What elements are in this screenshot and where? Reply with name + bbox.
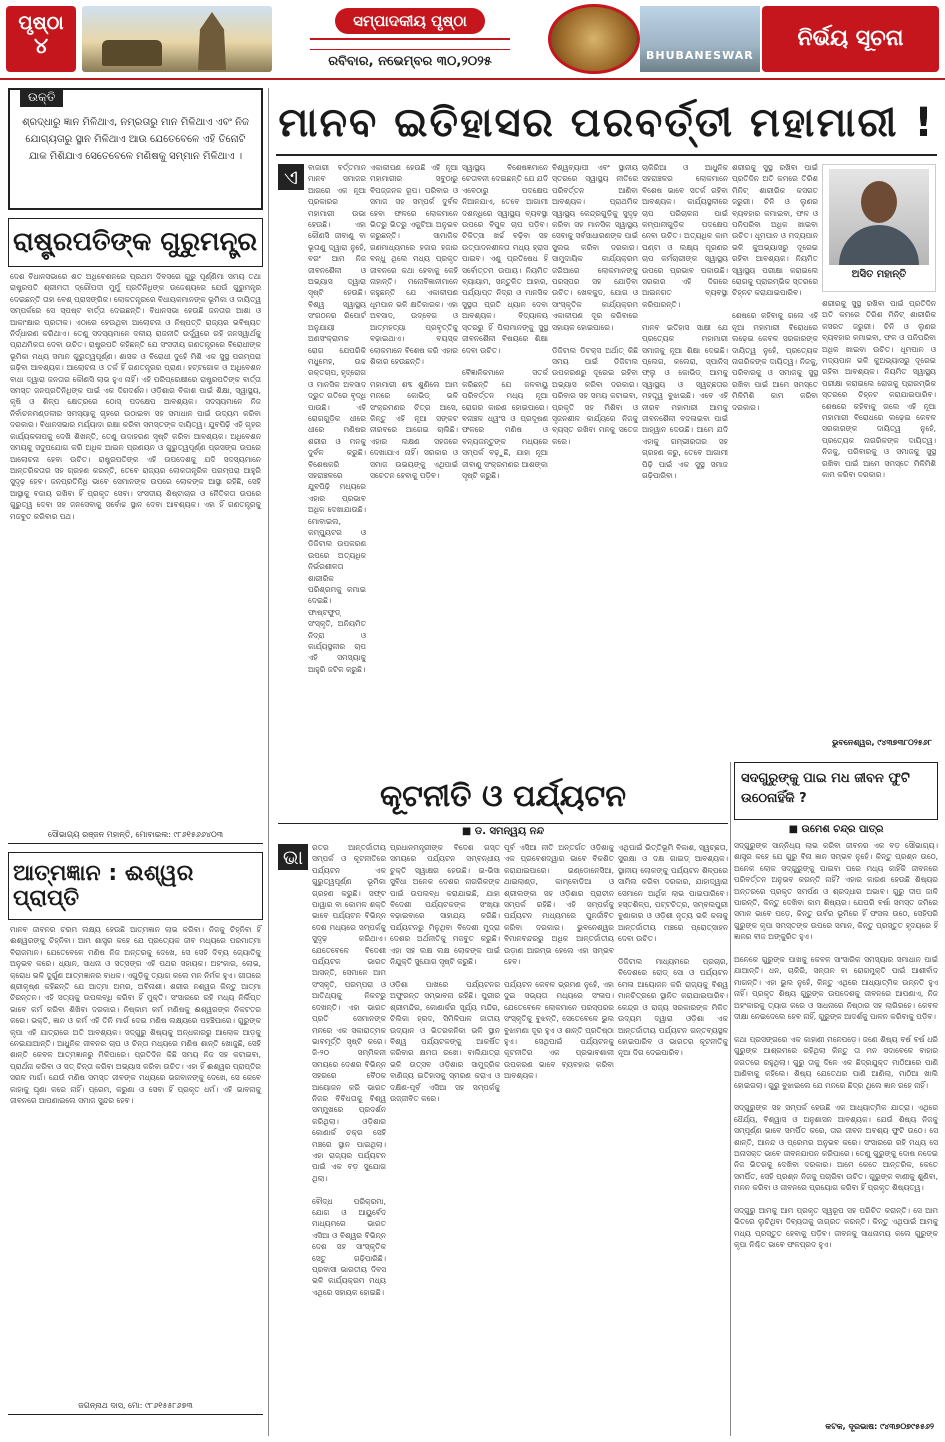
festival-banner-image: [82, 6, 272, 72]
lead-signature: ଭୁବନେଶ୍ୱର, ୯୪୩୭୩୮୦୨୫୬୮: [832, 738, 932, 747]
diplomacy-text-3: ପୂର୍ବ ଏସିଆ ନୀତି ଅନ୍ତର୍ଗତ ଓଡ଼ିଶାକୁ ଏକ ପ୍ରବେଶଦ୍ୱାର ଭାବେ ବିକଶିତ କରାଯାଇପାରେ। ଇଣ୍ଡୋନେସିଆ, ଥାଇଲାଣ୍ଡ, କାମ୍ବୋଡିଆ ଓ ଶ୍ରୀଲଙ୍କା ସହ ଓଡ଼ିଶାର ପ୍ରାଚୀନ ସମ୍ପର୍କ ରହିଛି। ଏହି ସମ୍ପର୍କକୁ ପର୍ଯ୍ୟଟନ ମାଧ୍ୟମରେ ପୁନର୍ଜୀବିତ କରିବା ଦରକାର। ଭୁବନେଶ୍ୱର ବିମାନବନ୍ଦରରୁ ଅଧିକ ଆନ୍ତର୍ଜାତୀୟ ଉଡ଼ାଣ ଆରମ୍ଭ ହେଲେ ଏହା ସମ୍ଭବ ହେବ। ପର୍ଯ୍ୟଟନ କେବଳ ଭ୍ରମଣ ନୁହେଁ, ଏହା ଦୁଇ ସଭ୍ୟତା ମଧ୍ୟରେ ସଂଳାପ। ଯେତେବେଳେ ଲୋକମାନେ ପରସ୍ପରର ସଂସ୍କୃତିକୁ ବୁଝନ୍ତି, ସେତେବେଳେ ଭୁଲ ବୁଝାମଣା ଦୂର ହୁଏ ଓ ଶାନ୍ତି ପ୍ରତିଷ୍ଠା ହୁଏ। ସେଥିପାଇଁ ପର୍ଯ୍ୟଟନକୁ କୂଟନୀତିର ଏକ ପ୍ରଭାବଶାଳୀ ଉପକରଣ ଭାବେ ବ୍ୟବହାର କରିବା ଆବଶ୍ୟକ।: [504, 843, 614, 1081]
food-platter-image: [548, 4, 640, 74]
section-header: [280, 4, 540, 74]
diplomacy-col-1: [278, 842, 386, 1436]
quote-text: ଶ୍ରଦ୍ଧାରୁ ଜ୍ଞାନ ମିଳିଥାଏ, ନମ୍ରତାରୁ ମାନ ମିଳିଥାଏ ଏବଂ ନିଜ ଯୋଗ୍ୟତାରୁ ସ୍ଥାନ ମିଳିଥାଏ ଆଉ ଯେତେବେଳେ ଏହି ତିନୋଟି ଯାକ ମିଶିଯାଏ ସେତେବେଳେ ମଣିଷକୁ ସମ୍ମାନ ମିଳିଥାଏ ।: [22, 117, 249, 162]
lead-col-5: [642, 162, 728, 767]
author-photo: [829, 169, 929, 265]
author-card: [822, 164, 936, 292]
ornament-divider: [310, 38, 510, 50]
lead-text-2: ଏକାକୀପଣ ହେଉଛି ଏହି ନୂଆ ମହାମାରୀର ସବୁଠାରୁ ବିପଜ୍ଜନକ ରୂପ। ପରିବାର ଓ ସମାଜ ସହ ସମ୍ପର୍କ ଦୁର୍ବଳ ହେବା ଫଳରେ ଲୋକମାନେ ଭିତରୁ ଭିତରୁ ଏକୁଟିଆ ଅନୁଭବ କରୁଛନ୍ତି। ସାମାଜିକ ଗଣମାଧ୍ୟମରେ ହଜାର ହଜାର ବନ୍ଧୁ ଥିଲେ ମଧ୍ୟ ପ୍ରକୃତ ଜୀବନରେ କଥା ହେବାକୁ କେହି ନାହାନ୍ତି। ମନୋବିଜ୍ଞାନୀମାନେ କହୁଛନ୍ତି ଯେ ଏକାକୀପଣ ଧୂମପାନ ଭଳି କ୍ଷତିକାରକ। ଏହା ଅବସାଦ, ଉଦ୍‌ବେଗ ଓ ଆତ୍ମହତ୍ୟା ପ୍ରବୃତ୍ତିକୁ ବଢ଼ାଇଥାଏ। ବୟସ୍କ ଲୋକମାନେ ବିଶେଷ କରି ଏହାର ଶିକାର ହେଉଛନ୍ତି। ମହାମାରୀ ଶବ୍ଦ ଶୁଣିଲେ ଆମ ମନରେ କୋଭିଡ୍ ଭଳି ସଂକ୍ରମଣର ଚିତ୍ର ଆସେ, କିନ୍ତୁ ଏହି ନୂଆ ସଙ୍କଟ ନୀରବରେ ଆଗେଇ ଚାଲିଛି। ଏହାର ଲକ୍ଷଣ ସହଜରେ ଦେଖାଯାଏ ନାହିଁ। ସରକାର ଓ ସମାଜ ଉଭୟଙ୍କୁ ଏଥିପାଇଁ ସଚେତନ ହେବାକୁ ପଡ଼ିବ।: [370, 163, 458, 480]
city-skyline-image: [640, 6, 760, 72]
author-head-shape: [861, 181, 897, 223]
editorial-body: ଦେଶ ବିଧାନସଭାରେ ଶତ ଅଧିବେଶନରେ ପ୍ରଥମ ଦିବସରେ ଗୁରୁ ପୂର୍ଣ୍ଣିମା ସମୟ ତଥା ରାଷ୍ଟ୍ରପତି ଶ୍ରୀମତୀ ଦ୍ରୌପଦୀ ମୁର୍ମୁ ପ୍ରତିନିଧିଙ୍କ ଉଦ୍ଦେଶ୍ୟରେ ଯେଉଁ ଗୁରୁମନ୍ତ୍ର ଦେଇଛନ୍ତି ତାହା ବେଶ୍ ପ୍ରାସଙ୍ଗିକ। ଲୋକତନ୍ତ୍ରରେ ବିଧାୟକମାନଙ୍କ ଭୂମିକା ଓ ଦାୟିତ୍ୱ ସମ୍ପର୍କରେ ସେ ସ୍ପଷ୍ଟ ବାର୍ତ୍ତା ଦେଇଛନ୍ତି। ବିଧାନସଭା ହେଉଛି ଜନତାର ଆଶା ଓ ଆକାଂକ୍ଷାର ପ୍ରତୀକ। ଏଠାରେ ହେଉଥିବା ଆଲୋଚନା ଓ ନିଷ୍ପତ୍ତି ରାଜ୍ୟର ଭବିଷ୍ୟତ ନିର୍ଦ୍ଧାରଣ କରିଥାଏ। ତେଣୁ ସଦସ୍ୟମାନେ ଦଳୀୟ ରାଜନୀତି ଉର୍ଦ୍ଧ୍ୱରେ ରହି ଜନସ୍ୱାର୍ଥକୁ ପ୍ରାଥମିକତା ଦେବା ଉଚିତ। ରାଷ୍ଟ୍ରପତି କହିଛନ୍ତି ଯେ ସଂସଦୀୟ ଗଣତନ୍ତ୍ରରେ ବିରୋଧୀଙ୍କ ଭୂମିକା ମଧ୍ୟ ସମାନ ଗୁରୁତ୍ୱପୂର୍ଣ୍ଣ। ଶାସକ ଓ ବିରୋଧୀ ଦୁହେଁ ମିଶି ଏକ ସୁସ୍ଥ ପରମ୍ପରା ଗଢ଼ିବା ଆବଶ୍ୟକ। ଆଲୋଚନା ଓ ତର୍କ ହିଁ ଗଣତନ୍ତ୍ରର ପ୍ରାଣ। ହଟ୍ଟଗୋଳ ଓ ଅଧିବେଶନ ବାଧା ଦ୍ୱାରା ଜନତାର କୌଣସି ଲାଭ ହୁଏ ନାହିଁ। ଏହି ପରିପ୍ରେକ୍ଷୀରେ ରାଷ୍ଟ୍ରପତିଙ୍କ ବାର୍ତ୍ତା ସମସ୍ତ ଜନପ୍ରତିନିଧିଙ୍କ ପାଇଁ ଏକ ଦିଗଦର୍ଶନ। ଓଡ଼ିଶାର ବିକାଶ ପାଇଁ ଶିକ୍ଷା, ସ୍ୱାସ୍ଥ୍ୟ, କୃଷି ଓ ଶିଳ୍ପ କ୍ଷେତ୍ରରେ ଠୋସ୍ ପଦକ୍ଷେପ ଆବଶ୍ୟକ। ସଦସ୍ୟମାନେ ନିଜ ନିର୍ବାଚନମଣ୍ଡଳୀର ସମସ୍ୟାକୁ ଗୃହରେ ଉଠାଇବା ସହ ସମାଧାନ ପାଇଁ ଉଦ୍ୟମ କରିବା ଦରକାର। ବିଧାନସଭାର ମର୍ଯ୍ୟାଦା ରକ୍ଷା କରିବା ସମସ୍ତଙ୍କ ଦାୟିତ୍ୱ। ଯୁବପିଢ଼ି ଏହି ଗୃହର କାର୍ଯ୍ୟକଳାପକୁ ଦେଖି ଶିଖନ୍ତି, ତେଣୁ ଉଦାହରଣ ସୃଷ୍ଟି କରିବା ଆବଶ୍ୟକ। ଅଧିବେଶନ ସମୟକୁ ସଦୁପଯୋଗ କରି ଅଧିକ ଆଇନ ପ୍ରଣୟନ ଓ ଗୁରୁତ୍ୱପୂର୍ଣ୍ଣ ପ୍ରସଙ୍ଗ ଉପରେ ଆଲୋଚନା ହେବା ଉଚିତ। ରାଷ୍ଟ୍ରପତିଙ୍କ ଏହି ଉପଦେଶକୁ ଯଦି ସଦସ୍ୟମାନେ ଆନ୍ତରିକତାର ସହ ଗ୍ରହଣ କରନ୍ତି, ତେବେ ରାଜ୍ୟର ଲୋକତାନ୍ତ୍ରିକ ପରମ୍ପରା ଆହୁରି ସୁଦୃଢ଼ ହେବ। ଜନପ୍ରତିନିଧି ଭାବେ ସେମାନଙ୍କ ଉପରେ ଲୋକଙ୍କ ଆସ୍ଥା ରହିଛି, ସେହି ଆସ୍ଥାକୁ ବଜାୟ ରଖିବା ହିଁ ପ୍ରକୃତ ସେବା। ସଂସଦୀୟ ଶିଷ୍ଟାଚାର ଓ ନୈତିକତା ଉପରେ ଗୁରୁତ୍ୱ ଦେବା ସହ ଜନସେବାକୁ ସର୍ବୋଚ୍ଚ ସ୍ଥାନ ଦେବା ଆବଶ୍ୟକ। ଏହା ହିଁ ଗଣତନ୍ତ୍ରକୁ ମଜବୁତ କରିବାର ପଥ।: [10, 272, 261, 521]
diplomacy-headline: କୂଟନୀତି ଓ ପର୍ଯ୍ୟଟନ: [278, 770, 728, 824]
lead-col-4: [552, 162, 638, 767]
diplomacy-col-2: [390, 842, 500, 1436]
spiritual-title: ଆତ୍ମଜ୍ଞାନ : ଈଶ୍ୱର ପ୍ରାପ୍ତି: [8, 852, 263, 920]
guru-col: [734, 840, 938, 1420]
author-name: ଅସିତ ମହାନ୍ତି: [851, 269, 907, 280]
guru-footer: କଟକ, ଦୂରଭାଷ: ୯୪୩୭୦୭୯୫୫୬୨: [825, 1422, 934, 1431]
lead-text-3: ସ୍ୱାସ୍ଥ୍ୟ ବିଶେଷଜ୍ଞମାନେ ଚେତାବନୀ ଦେଇଛନ୍ତି ଯେ ଯଦି ଏବେଠାରୁ ପଦକ୍ଷେପ ନିଆନଯାଏ, ତେବେ ଆଗାମୀ ଦଶନ୍ଧିରେ ସ୍ୱାସ୍ଥ୍ୟ ବ୍ୟବସ୍ଥା ଉପରେ ବିପୁଳ ଚାପ ପଡ଼ିବ। ଚିକିତ୍ସା ଖର୍ଚ୍ଚ ବଢ଼ିବା ସହ ଉତ୍ପାଦନଶୀଳତା ମଧ୍ୟ ହ୍ରାସ ପାଇବ। ଏଣୁ ପ୍ରତିଷେଧ ହିଁ ସର୍ବୋତ୍ତମ ଉପାୟ। ନିୟମିତ ବ୍ୟାୟାମ, ସନ୍ତୁଳିତ ଆହାର, ପର୍ଯ୍ୟାପ୍ତ ନିଦ୍ରା ଓ ମାନସିକ ସୁସ୍ଥତା ପ୍ରତି ଧ୍ୟାନ ଦେବା ଆବଶ୍ୟକ। ବିଦ୍ୟାଳୟ ସ୍ତରରୁ ହିଁ ପିଲାମାନଙ୍କୁ ସୁସ୍ଥ ଜୀବନଶୈଳୀ ବିଷୟରେ ଶିକ୍ଷା ଦେବା ଉଚିତ। ବୈଜ୍ଞାନିକମାନେ ସତର୍କ କରିଛନ୍ତି ଯେ ଜଳବାୟୁ ପରିବର୍ତ୍ତନ ମଧ୍ୟ ନୂଆ ରୋଗର କାରଣ ହୋଇପାରେ। ବନାଞ୍ଚଳ ଧ୍ୱଂସ ଓ ପ୍ରଦୂଷଣ ଫଳରେ ମଣିଷ ଓ ବନ୍ୟଜନ୍ତୁଙ୍କ ମଧ୍ୟରେ ସମ୍ପର୍କ ବଢ଼ୁଛି, ଯାହା ନୂଆ ଜୀବାଣୁ ସଂକ୍ରମଣର ଆଶଙ୍କା ସୃଷ୍ଟି କରୁଛି।: [462, 163, 548, 480]
spiritual-body: ମାନବ ଜୀବନର ଚରମ ଲକ୍ଷ୍ୟ ହେଉଛି ଆତ୍ମଜ୍ଞାନ ଲାଭ କରିବା। ନିଜକୁ ଚିହ୍ନିବା ହିଁ ଈଶ୍ୱରଙ୍କୁ ଚିହ୍ନିବା। ଆମ ଶାସ୍ତ୍ର କହେ ଯେ ପ୍ରତ୍ୟେକ ଜୀବ ମଧ୍ୟରେ ପରମାତ୍ମା ବିରାଜମାନ। ଯେତେବେଳେ ମଣିଷ ନିଜ ଅନ୍ତରକୁ ଦେଖେ, ସେ ସେହି ଦିବ୍ୟ ଜ୍ୟୋତିକୁ ଅନୁଭବ କରେ। ଧ୍ୟାନ, ସାଧନା ଓ ସତ୍ସଙ୍ଗ ଏହି ପଥର ସହାୟକ। ଅହଂକାର, ଲୋଭ, କ୍ରୋଧ ଭଳି ଦୁର୍ଗୁଣ ଆତ୍ମଜ୍ଞାନର ବାଧକ। ଏଗୁଡ଼ିକୁ ତ୍ୟାଗ କଲେ ମନ ନିର୍ମଳ ହୁଏ। ଗୀତାରେ ଶ୍ରୀକୃଷ୍ଣ କହିଛନ୍ତି ଯେ ଆତ୍ମା ଅମର, ଅବିନାଶୀ। ଶରୀର ନଶ୍ୱର କିନ୍ତୁ ଆତ୍ମା ଚିରନ୍ତନ। ଏହି ସତ୍ୟକୁ ଉପଲବ୍ଧି କରିବା ହିଁ ମୁକ୍ତି। ସଂସାରରେ ରହି ମଧ୍ୟ ନିର୍ଲିପ୍ତ ଭାବେ କର୍ମ କରିବା ଶିଖିବା ଦରକାର। ନିଷ୍କାମ କର୍ମ ମଣିଷକୁ ଈଶ୍ୱରଙ୍କ ନିକଟତର କରେ। ଭକ୍ତି, ଜ୍ଞାନ ଓ କର୍ମ ଏହି ତିନି ମାର୍ଗ ଦେଇ ମଣିଷ ଲକ୍ଷ୍ୟରେ ପହଞ୍ଚିପାରେ। ଗୁରୁଙ୍କ କୃପା ଏହି ଯାତ୍ରାରେ ଅତି ଆବଶ୍ୟକ। ସଦ୍ଗୁରୁ ଶିଷ୍ୟକୁ ଅନ୍ଧକାରରୁ ଆଲୋକ ଆଡ଼କୁ ନେଇଯାଆନ୍ତି। ଆଧୁନିକ ଜୀବନର ଚାପ ଓ ଚିନ୍ତା ମଧ୍ୟରେ ମଣିଷ ଶାନ୍ତି ଖୋଜୁଛି, ସେହି ଶାନ୍ତି କେବଳ ଆତ୍ମଜ୍ଞାନରୁ ମିଳିପାରେ। ପ୍ରତିଦିନ କିଛି ସମୟ ନିଜ ସହ କଟାଇବା, ପ୍ରାର୍ଥନା କରିବା ଓ ସତ୍ ଚିନ୍ତା କରିବା ଅଭ୍ୟାସ କରିବା ଉଚିତ। ଏହା ହିଁ ଈଶ୍ୱର ପ୍ରାପ୍ତିର ସରଳ ମାର୍ଗ। ଯେଉଁ ମଣିଷ ସମସ୍ତ ଜୀବଙ୍କ ମଧ୍ୟରେ ଭଗବାନଙ୍କୁ ଦେଖେ, ସେ କେବେ କାହାକୁ ଘୃଣା କରେ ନାହିଁ। ପ୍ରେମ, କରୁଣା ଓ ସେବା ହିଁ ପ୍ରକୃତ ଧର୍ମ। ଏହି ଭାବନାକୁ ଜୀବନରେ ଆପଣାଇଲେ ସମାଜ ସୁନ୍ଦର ହେବ।: [10, 925, 261, 1106]
masthead: [0, 0, 945, 80]
lead-col-3: [462, 162, 548, 767]
spiritual-footer: ଜଗନ୍ନାଥ ଦାସ, ମୋ: ୯୮୬୧୫୫୮୬୭୩: [8, 1398, 263, 1415]
lead-text-6: ଶରୀରକୁ ସୁସ୍ଥ ରଖିବା ପାଇଁ ପ୍ରତିଦିନ ଅତି କମରେ ତିରିଶ ମିନିଟ୍ ଶାରୀରିକ କସରତ ଜରୁରୀ। ଚିନି ଓ ଲୁଣର ବ୍ୟବହାର କମାଇବା, ଫଳ ଓ ପନିପରିବା ଅଧିକ ଖାଇବା ଉଚିତ। ଧୂମପାନ ଓ ମଦ୍ୟପାନ ଭଳି କୁଅଭ୍ୟାସରୁ ଦୂରେଇ ରହିବା ଆବଶ୍ୟକ। ନିୟମିତ ସ୍ୱାସ୍ଥ୍ୟ ପରୀକ୍ଷା କରାଇଲେ ରୋଗକୁ ପ୍ରାରମ୍ଭିକ ସ୍ତରରେ ଚିହ୍ନଟ କରାଯାଇପାରିବ। ଶେଷରେ କହିବାକୁ ଗଲେ ଏହି ନୂଆ ମହାମାରୀ ବିରୋଧରେ ଲଢ଼େଇ କେବଳ ସରକାରଙ୍କ ଦାୟିତ୍ୱ ନୁହେଁ, ପ୍ରତ୍ୟେକ ନାଗରିକଙ୍କ ଦାୟିତ୍ୱ। ନିଜକୁ, ପରିବାରକୁ ଓ ସମାଜକୁ ସୁସ୍ଥ ରଖିବା ପାଇଁ ଆମେ ସମସ୍ତେ ମିଳିମିଶି କାମ କରିବା ଦରକାର।: [732, 163, 818, 412]
lead-text-4: ବିଶ୍ୱବ୍ୟାପୀ ଏବଂ ସ୍ଥାନୀୟ ସ୍ତରରେ ସ୍ୱାସ୍ଥ୍ୟ ନୀତିରେ ପରିବର୍ତ୍ତନ ଆଣିବା ଆବଶ୍ୟକ। ପ୍ରାଥମିକ ସ୍ୱାସ୍ଥ୍ୟ କେନ୍ଦ୍ରଗୁଡ଼ିକୁ ସୁଦୃଢ଼ କରିବା ସହ ମାନସିକ ସ୍ୱାସ୍ଥ୍ୟ ସେବାକୁ ସର୍ବସାଧାରଣଙ୍କ ପାଇଁ ସୁଲଭ କରିବା ଦରକାର। ସାମୁଦାୟିକ କାର୍ଯ୍ୟକ୍ରମ ଜରିଆରେ ଲୋକମାନଙ୍କୁ ପରସ୍ପର ସହ ଯୋଡ଼ିବା ଉଚିତ। ଖେଳକୁଦ, ଯୋଗ ଓ ସାଂସ୍କୃତିକ କାର୍ଯ୍ୟକ୍ରମ ଏକାକୀପଣ ଦୂର କରିବାରେ ସହାୟକ ହୋଇପାରେ। ଡିଜିଟାଲ ଡିଟକ୍ସ ଅର୍ଥାତ୍ କିଛି ସମୟ ପାଇଁ ଡିଜିଟାଲ ଉପକରଣରୁ ଦୂରେଇ ରହିବା ଅଭ୍ୟାସ କରିବା ଦରକାର। ପରିବାର ସହ ସମୟ କଟାଇବା, ପ୍ରକୃତି ସହ ମିଶିବା ଓ ସୃଜନଶୀଳ କାର୍ଯ୍ୟରେ ନିଜକୁ ବ୍ୟସ୍ତ ରଖିବା ମନକୁ ସତେଜ କରେ।: [552, 163, 638, 446]
article-divider: [730, 762, 731, 1436]
page-number: ୪: [33, 34, 49, 59]
lead-col-1: [278, 162, 366, 767]
lead-col-6: [732, 162, 818, 767]
left-column: [8, 88, 263, 1415]
page-label: ପୃଷ୍ଠା: [18, 12, 64, 34]
diplomacy-col-3: [504, 842, 614, 1436]
editorial-footer: ସୌଭାଗ୍ୟ ରଞ୍ଜନ ମହାନ୍ତି, ମୋବାଇଲ: ୯୮୬୧୫୬୬୪୦୩: [8, 827, 263, 844]
diplomacy-dropcap: ଭା: [278, 844, 308, 870]
column-divider: [268, 88, 269, 1436]
city-caption: BHUBANESWAR: [646, 49, 754, 62]
diplomacy-text-4: ଏଥିପାଇଁ ଭିତ୍ତିଭୂମି ବିକାଶ, ସ୍ୱଚ୍ଛତା, ସୁରକ୍ଷା ଓ ଦକ୍ଷ ଗାଇଡ୍ ଆବଶ୍ୟକ। ସ୍ଥାନୀୟ ଲୋକଙ୍କୁ ପର୍ଯ୍ୟଟନ ଶିଳ୍ପରେ ସାମିଲ କରିବା ଦରକାର, ଯାହାଦ୍ୱାରା ସେମାନେ ଆର୍ଥିକ ଲାଭ ପାଇପାରିବେ। ହସ୍ତଶିଳ୍ପ, ପଟ୍ଟଚିତ୍ର, ସମ୍ବଲପୁରୀ ବୁଣାକାର ଓ ଓଡ଼ିଶୀ ନୃତ୍ୟ ଭଳି କଳାକୁ ଆନ୍ତର୍ଜାତୀୟ ମଞ୍ଚରେ ପ୍ରୋତ୍ସାହନ ଦେବା ଉଚିତ। ଡିଜିଟାଲ ମାଧ୍ୟମରେ ପ୍ରଚାର, ବିଦେଶରେ ରୋଡ୍ ସୋ ଓ ପର୍ଯ୍ୟଟନ ମେଳା ଆୟୋଜନ କରି ରାଜ୍ୟକୁ ବିଶ୍ୱ ମାନଚିତ୍ରରେ ସ୍ଥାନିତ କରାଯାଇପାରିବ। କେନ୍ଦ୍ର ଓ ରାଜ୍ୟ ସରକାରଙ୍କ ମିଳିତ ଉଦ୍ୟମ ଦ୍ୱାରା ଓଡ଼ିଶା ଏକ ଆନ୍ତର୍ଜାତୀୟ ପର୍ଯ୍ୟଟନ ଗନ୍ତବ୍ୟସ୍ଥଳ ହୋଇପାରିବ ଓ ଭାରତର କୂଟନୀତିକୁ ନୂଆ ଦିଗ ଦେଇପାରିବ।: [618, 843, 728, 1058]
page-number-box: [6, 6, 76, 72]
lead-col-2: [370, 162, 458, 767]
issue-date: ରବିବାର, ନଭେମ୍ବର ୩୦,୨୦୨୫: [328, 54, 492, 69]
diplomacy-col-4: [618, 842, 728, 1436]
guru-headline: ସଦଗୁରୁଙ୍କୁ ପାଇ ମଧ ଜୀବନ ଫୁଟି ଉଠେନାହିଁକି ?: [734, 762, 938, 820]
lead-text-5: ଚାକିରିଆ ଓ ଆଧୁନିକ ସହରାଞ୍ଚଳର ଲୋକମାନେ ବିଶେଷ ଭାବେ ସତର୍କ ରହିବା ଆବଶ୍ୟକ। କାର୍ଯ୍ୟସ୍ଥଳୀରେ ଚାପ ପରିଚାଳନା ପାଇଁ କମ୍ପାନୀଗୁଡ଼ିକ ପଦକ୍ଷେପ ନେବା ଉଚିତ। ଅତ୍ୟଧିକ କାମ ଘଣ୍ଟା ଓ ଲକ୍ଷ୍ୟ ପୂରଣର ଚାପ କର୍ମଚାରୀଙ୍କ ସ୍ୱାସ୍ଥ୍ୟ ଉପରେ ପ୍ରଭାବ ପକାଉଛି। ସରକାର ଏହି ଦିଗରେ ଆଇନଗତ ବ୍ୟବସ୍ଥା କରିପାରନ୍ତି। ମାନବ ଇତିହାସ ସାକ୍ଷୀ ଯେ ପ୍ରତ୍ୟେକ ମହାମାରୀ ସମାଜକୁ ନୂଆ ଶିକ୍ଷା ଦେଇଛି। ପ୍ଲେଗ, କଲେରା, ସ୍ପାନିସ୍ ଫ୍ଲୁ ଓ କୋଭିଡ୍ ଆମକୁ ସ୍ୱାସ୍ଥ୍ୟ ଓ ସ୍ୱଚ୍ଛତାର ମହତ୍ତ୍ୱ ବୁଝାଇଛି। ଏବେ ଏହି ନୀରବ ମହାମାରୀ ଆମକୁ ଜୀବନଶୈଳୀ ବଦଳାଇବା ପାଇଁ ଆହ୍ୱାନ ଦେଉଛି। ଆମେ ଯଦି ଏହାକୁ ଗମ୍ଭୀରତାର ସହ ଗ୍ରହଣ କରୁ, ତେବେ ଆଗାମୀ ପିଢ଼ି ପାଇଁ ଏକ ସୁସ୍ଥ ସମାଜ ଗଢ଼ିପାରିବା।: [642, 163, 728, 480]
newspaper-name: ନିର୍ଭୟ ସୂଚନା: [762, 6, 939, 72]
section-name: ସମ୍ପାଦକୀୟ ପୃଷ୍ଠା: [335, 8, 485, 34]
lead-headline: ମାନବ ଇତିହାସର ପରବର୍ତ୍ତୀ ମହାମାରୀ !: [276, 90, 937, 156]
lead-text-1: ବାଜାରୀ ବର୍ତ୍ତମାନ ମାନବ ସମାଜର ଆଗରେ ଏକ ନୂଆ ପ୍ରକାରର ମହାମାରୀ ଉଭା ହେଉଛି। ଏହା କୌଣସି ଜୀବାଣୁ ବା ଭୂତାଣୁ ଦ୍ୱାରା ନୁହେଁ, ବରଂ ଆମ ନିଜ ଜୀବନଶୈଳୀ ଓ ଅଭ୍ୟାସ ଦ୍ୱାରା ସୃଷ୍ଟି ହେଉଛି। ବିଶ୍ୱ ସ୍ୱାସ୍ଥ୍ୟ ସଂଗଠନର ରିପୋର୍ଟ ଅନୁଯାୟୀ ଅଣସଂକ୍ରାମକ ରୋଗ ଯେପରିକି ମଧୁମେହ, ଉଚ୍ଚ ରକ୍ତଚାପ, ହୃଦ୍‌ରୋଗ ଓ ମାନସିକ ଅବସାଦ ଦ୍ରୁତ ଗତିରେ ବୃଦ୍ଧି ପାଉଛି। ଏହି ରୋଗଗୁଡ଼ିକ ଧୀରେ ଧୀରେ ମଣିଷର ଶରୀର ଓ ମନକୁ ଦୁର୍ବଳ କରୁଛି। ବିଶେଷକରି ସହରାଞ୍ଚଳରେ ଯୁବପିଢ଼ି ମଧ୍ୟରେ ଏହାର ପ୍ରଭାବ ଅଧିକ ଦେଖାଯାଉଛି। ମୋବାଇଲ, କମ୍ପ୍ୟୁଟର ଓ ଡିଜିଟାଲ ଉପକରଣ ଉପରେ ଅତ୍ୟଧିକ ନିର୍ଭରଶୀଳତା ଶାରୀରିକ ପରିଶ୍ରମକୁ କମାଇ ଦେଇଛି। ଫାଷ୍ଟଫୁଡ୍ ସଂସ୍କୃତି, ଅନିୟମିତ ନିଦ୍ରା ଓ କାର୍ଯ୍ୟସ୍ଥଳୀର ଚାପ ଏହି ସମସ୍ୟାକୁ ଆହୁରି ଜଟିଳ କରୁଛି।: [308, 163, 366, 674]
diplomacy-text-1: ରତର ଆନ୍ତର୍ଜାତୀୟ ସମ୍ପର୍କ ଓ କୂଟନୀତିରେ ପର୍ଯ୍ୟଟନ ଏକ ଗୁରୁତ୍ୱପୂର୍ଣ୍ଣ ଭୂମିକା ଗ୍ରହଣ କରୁଛି। ସଫ୍ଟ ପାୱାର ବା କୋମଳ ଶକ୍ତି ଭାବେ ପର୍ଯ୍ୟଟନ ବିଭିନ୍ନ ଦେଶ ମଧ୍ୟରେ ସମ୍ପର୍କକୁ ସୁଦୃଢ଼ କରିଥାଏ। ଯେତେବେଳେ ବିଦେଶୀ ପର୍ଯ୍ୟଟକ ଭାରତ ଆସନ୍ତି, ସେମାନେ ଆମ ସଂସ୍କୃତି, ପରମ୍ପରା ଓ ଆତିଥ୍ୟକୁ ନିକଟରୁ ଦେଖନ୍ତି। ଏହା ଭାରତ ପ୍ରତି ସେମାନଙ୍କ ମନରେ ଏକ ସକାରାତ୍ମକ ଭାବମୂର୍ତ୍ତି ସୃଷ୍ଟି କରେ। ଜି-୨୦ ସମ୍ମିଳନୀ ସମୟରେ ଦେଶର ବିଭିନ୍ନ ସହରରେ ବୈଠକ ଆୟୋଜନ କରି ଭାରତ ନିଜର ବିବିଧତାକୁ ବିଶ୍ୱ ସମ୍ମୁଖରେ ପ୍ରଦର୍ଶନ କରିଥିଲା। ଓଡ଼ିଶାର କୋଣାର୍କ ଚକ୍ର ସେହି ମଞ୍ଚରେ ସ୍ଥାନ ପାଇଥିଲା। ଏହା ରାଜ୍ୟର ପର୍ଯ୍ୟଟନ ପାଇଁ ଏକ ବଡ଼ ସୁଯୋଗ ଥିଲା। ବୌଦ୍ଧ ପରିକ୍ରମା, ଯୋଗ ଓ ଆୟୁର୍ବେଦ ମାଧ୍ୟମରେ ଭାରତ ଏସିଆ ଓ ବିଶ୍ୱର ବିଭିନ୍ନ ଦେଶ ସହ ସାଂସ୍କୃତିକ ସେତୁ ଗଢ଼ିପାରିଛି। ପ୍ରବାସୀ ଭାରତୀୟ ଦିବସ ଭଳି କାର୍ଯ୍ୟକ୍ରମ ମଧ୍ୟ ଏଥିରେ ସହାୟକ ହୋଇଛି।: [312, 843, 386, 1297]
temple-shape: [192, 12, 232, 70]
diplomacy-text-2: ପ୍ରଧାନମନ୍ତ୍ରୀଙ୍କ ବିଦେଶ ଗସ୍ତ ସମୟରେ ପର୍ଯ୍ୟଟନ ସମ୍ବନ୍ଧୀୟ ଚୁକ୍ତି ସ୍ୱାକ୍ଷର ହେଉଛି। ଇ-ଭିସା ସୁବିଧା ଅନେକ ଦେଶର ନାଗରିକଙ୍କ ପାଇଁ ଉପଲବ୍ଧ କରାଯାଇଛି, ଯାହା ବିଦେଶୀ ପର୍ଯ୍ୟଟକଙ୍କ ସଂଖ୍ୟା ବଢ଼ାଇବାରେ ସାହାଯ୍ୟ କରିଛି। ପର୍ଯ୍ୟଟନରୁ ମିଳୁଥିବା ବିଦେଶୀ ମୁଦ୍ରା ଦେଶର ଅର୍ଥନୀତିକୁ ମଜବୁତ କରୁଛି। ଏହା ସହ ଲକ୍ଷ ଲକ୍ଷ ଲୋକଙ୍କ ପାଇଁ ନିଯୁକ୍ତି ସୁଯୋଗ ସୃଷ୍ଟି କରୁଛି। ଓଡ଼ିଶା ପାଖରେ ପର୍ଯ୍ୟଟନର ଅଫୁରନ୍ତ ସମ୍ଭାବନା ରହିଛି। ପୁରୀର ଶ୍ରୀମନ୍ଦିର, କୋଣାର୍କର ସୂର୍ଯ୍ୟ ମନ୍ଦିର, ଚିଲିକା ହ୍ରଦ, ସିମିଳିପାଳ ଜାତୀୟ ଉଦ୍ୟାନ ଓ ଭିତରକନିକା ଭଳି ସ୍ଥାନ ବିଶ୍ୱ ପର୍ଯ୍ୟଟକଙ୍କୁ ଆକର୍ଷିତ କରିବାର କ୍ଷମତା ରଖେ। ବାଲିଯାତ୍ରା ଭଳି ଉତ୍ସବ ଓଡ଼ିଶାର ସାମୁଦ୍ରିକ ବାଣିଜ୍ୟ ଇତିହାସକୁ ସ୍ମରଣ କରାଏ ଓ ଦକ୍ଷିଣ-ପୂର୍ବ ଏସିଆ ସହ ସମ୍ପର୍କକୁ ଉଜ୍ଜୀବିତ କରେ।: [390, 843, 500, 1103]
lead-text-7: ଶରୀରକୁ ସୁସ୍ଥ ରଖିବା ପାଇଁ ପ୍ରତିଦିନ ଅତି କମରେ ତିରିଶ ମିନିଟ୍ ଶାରୀରିକ କସରତ ଜରୁରୀ। ଚିନି ଓ ଲୁଣର ବ୍ୟବହାର କମାଇବା, ଫଳ ଓ ପନିପରିବା ଅଧିକ ଖାଇବା ଉଚିତ। ଧୂମପାନ ଓ ମଦ୍ୟପାନ ଭଳି କୁଅଭ୍ୟାସରୁ ଦୂରେଇ ରହିବା ଆବଶ୍ୟକ। ନିୟମିତ ସ୍ୱାସ୍ଥ୍ୟ ପରୀକ୍ଷା କରାଇଲେ ରୋଗକୁ ପ୍ରାରମ୍ଭିକ ସ୍ତରରେ ଚିହ୍ନଟ କରାଯାଇପାରିବ। ଶେଷରେ କହିବାକୁ ଗଲେ ଏହି ନୂଆ ମହାମାରୀ ବିରୋଧରେ ଲଢ଼େଇ କେବଳ ସରକାରଙ୍କ ଦାୟିତ୍ୱ ନୁହେଁ, ପ୍ରତ୍ୟେକ ନାଗରିକଙ୍କ ଦାୟିତ୍ୱ। ନିଜକୁ, ପରିବାରକୁ ଓ ସମାଜକୁ ସୁସ୍ଥ ରଖିବା ପାଇଁ ଆମେ ସମସ୍ତେ ମିଳିମିଶି କାମ କରିବା ଦରକାର।: [822, 299, 936, 480]
quote-box: [8, 88, 263, 210]
lead-dropcap: ଏ: [278, 164, 304, 190]
author-body-shape: [839, 225, 919, 265]
diplomacy-byline: ■ ଡ. ସମନ୍ୱୟ ନନ୍ଦ: [461, 826, 545, 837]
guru-byline: ■ ଉମେଶ ଚନ୍ଦ୍ର ପାତ୍ର: [788, 824, 884, 835]
lead-col-7: [822, 298, 936, 758]
editorial-title: ରାଷ୍ଟ୍ରପତିଙ୍କ ଗୁରୁମନ୍ତ୍ର: [8, 218, 263, 267]
quote-tag: ଉକ୍ତି: [20, 88, 63, 107]
bull-cart-shape: [102, 40, 162, 66]
guru-text: ସଦ୍ଗୁରୁଙ୍କ ସାନ୍ନିଧ୍ୟ ଲାଭ କରିବା ଜୀବନର ଏକ ବଡ଼ ସୌଭାଗ୍ୟ। ଶାସ୍ତ୍ର କହେ ଯେ ଗୁରୁ ବିନା ଜ୍ଞାନ ସମ୍ଭବ ନୁହେଁ। କିନ୍ତୁ ପ୍ରଶ୍ନ ଉଠେ, ଅନେକ ଲୋକ ସଦ୍ଗୁରୁଙ୍କୁ ପାଇବା ପରେ ମଧ୍ୟ କାହିଁକି ଜୀବନରେ ପରିବର୍ତ୍ତନ ଅନୁଭବ କରନ୍ତି ନାହିଁ? ଏହାର କାରଣ ହେଉଛି ଶିଷ୍ୟର ଅନ୍ତରରେ ପ୍ରକୃତ ସମର୍ପଣ ଓ ଶ୍ରଦ୍ଧାର ଅଭାବ। ଗୁରୁ ଦୀପ ଜାଳି ପାରନ୍ତି, କିନ୍ତୁ ଦେଖିବା କାମ ଶିଷ୍ୟର। ଯେପରି ବର୍ଷା ସମସ୍ତ ଜମିରେ ସମାନ ଭାବେ ପଡ଼େ, କିନ୍ତୁ ଉର୍ବର ଭୂମିରେ ହିଁ ଫସଲ ଉଠେ, ସେହିପରି ଗୁରୁଙ୍କ କୃପା ସମସ୍ତଙ୍କ ଉପରେ ସମାନ, କିନ୍ତୁ ପ୍ରସ୍ତୁତ ହୃଦୟରେ ହିଁ ଜ୍ଞାନର ବୀଜ ଅଙ୍କୁରିତ ହୁଏ। ଅନେକେ ଗୁରୁଙ୍କ ପାଖକୁ କେବଳ ସାଂସାରିକ ସମସ୍ୟାର ସମାଧାନ ପାଇଁ ଯାଆନ୍ତି। ଧନ, ଚାକିରି, ସନ୍ତାନ ବା ରୋଗମୁକ୍ତି ପାଇଁ ଆଶୀର୍ବାଦ ମାଗନ୍ତି। ଏହା ଭୁଲ ନୁହେଁ, କିନ୍ତୁ ଏଥିରେ ଆଧ୍ୟାତ୍ମିକ ଉନ୍ନତି ହୁଏ ନାହିଁ। ପ୍ରକୃତ ଶିଷ୍ୟ ଗୁରୁଙ୍କ ଉପଦେଶକୁ ଜୀବନରେ ଆପଣାଏ, ନିଜ ଅହଂକାରକୁ ତ୍ୟାଗ କରେ ଓ ସାଧନାରେ ନିଷ୍ଠାର ସହ ଲାଗିରହେ। କେବଳ ଦୀକ୍ଷା ନେଇଦେଲେ ହେବ ନାହିଁ, ଗୁରୁଙ୍କ ଆଦର୍ଶକୁ ପାଳନ କରିବାକୁ ପଡ଼ିବ। କଥା ପ୍ରସଙ୍ଗରେ ଏକ କାହାଣୀ ମନେପଡ଼େ। ଜଣେ ଶିଷ୍ୟ ବର୍ଷ ବର୍ଷ ଧରି ଗୁରୁଙ୍କ ଆଶ୍ରମରେ ରହିଥିଲା କିନ୍ତୁ ତା ମନ ସଦାବେଳେ ବାହାର ଜଗତରେ ରହୁଥିଲା। ଗୁରୁ ତାକୁ ଦିନେ ଏକ ଛିଦ୍ରଯୁକ୍ତ ମାଠିଆରେ ପାଣି ଆଣିବାକୁ କହିଲେ। ଶିଷ୍ୟ ଯେତେଥର ପାଣି ଆଣିଲା, ମାଠିଆ ଖାଲି ହୋଇଗଲା। ଗୁରୁ ବୁଝାଇଲେ ଯେ ମନରେ ଛିଦ୍ର ଥିଲେ ଜ୍ଞାନ ରହେ ନାହିଁ। ସଦ୍ଗୁରୁଙ୍କ ସହ ସମ୍ପର୍କ ହେଉଛି ଏକ ଆଧ୍ୟାତ୍ମିକ ଯାତ୍ରା। ଏଥିରେ ଧୈର୍ଯ୍ୟ, ବିଶ୍ୱାସ ଓ ଅନୁଶାସନ ଆବଶ୍ୟକ। ଯେଉଁ ଶିଷ୍ୟ ନିଜକୁ ସମ୍ପୂର୍ଣ୍ଣ ଭାବେ ସମର୍ପିତ କରେ, ତାର ଜୀବନ ଅବଶ୍ୟ ଫୁଟି ଉଠେ। ସେ ଶାନ୍ତି, ଆନନ୍ଦ ଓ ପ୍ରେମର ଅନୁଭବ କରେ। ସଂସାରରେ ରହି ମଧ୍ୟ ସେ ଅନାସକ୍ତ ଭାବେ ଜୀବନଯାପନ କରିପାରେ। ତେଣୁ ଗୁରୁଙ୍କୁ ଦୋଷ ନଦେଇ ନିଜ ଭିତରକୁ ଦେଖିବା ଦରକାର। ଆମେ କେତେ ଆନ୍ତରିକ, କେତେ ସମର୍ପିତ, ସେହି ପ୍ରଶ୍ନ ନିଜକୁ ପଚାରିବା ଉଚିତ। ଗୁରୁଙ୍କ ବାଣୀକୁ ଶୁଣିବା, ମନନ କରିବା ଓ ଜୀବନରେ ପ୍ରୟୋଗ କରିବା ହିଁ ପ୍ରକୃତ ଶିଷ୍ୟତ୍ୱ। ସଦ୍ଗୁରୁ ଆମକୁ ଆମ ପ୍ରକୃତ ସ୍ୱରୂପ ସହ ପରିଚିତ କରାନ୍ତି। ସେ ଆମ ଭିତରେ ଲୁଚିଥିବା ଦିବ୍ୟତାକୁ ଜାଗ୍ରତ କରନ୍ତି। କିନ୍ତୁ ଏଥିପାଇଁ ଆମକୁ ମଧ୍ୟ ପ୍ରସ୍ତୁତ ହେବାକୁ ପଡ଼ିବ। ଜୀବନକୁ ସାଧନାମୟ କଲେ ଗୁରୁଙ୍କ କୃପା ନିଶ୍ଚିତ ଭାବେ ଫଳପ୍ରଦ ହୁଏ।: [734, 841, 938, 1250]
